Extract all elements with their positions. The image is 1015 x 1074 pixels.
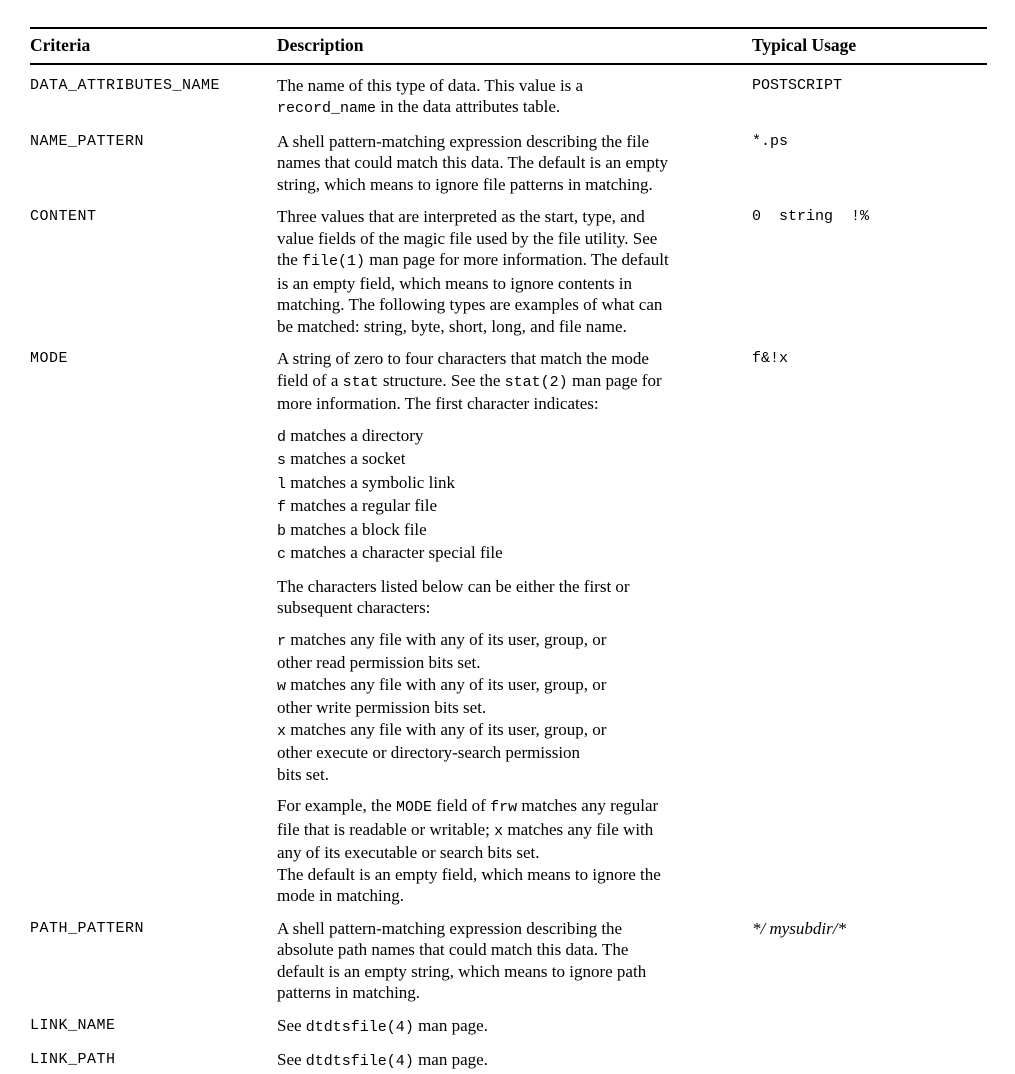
text-segment: MODE [395,799,432,816]
table-body [30,65,987,1074]
usage-cell [752,206,987,337]
text-segment: A shell pattern-matching expression describing the file [277,131,650,151]
text-line [277,348,734,370]
text-line [277,1015,734,1039]
text-line [277,597,734,619]
text-line [277,448,734,472]
text-line [277,764,734,786]
description-cell [277,348,752,907]
usage-cell [752,75,987,120]
description-paragraph [277,1049,734,1073]
text-line [277,228,734,250]
text-segment: matches a character special file [286,543,503,562]
description-cell [277,75,752,120]
text-segment: names that could match this data. The default is an empty [277,153,669,172]
text-segment: Three values that are interpreted as the start, type, and [277,207,645,226]
text-segment: man page. [413,1050,488,1069]
text-segment: x [277,722,287,740]
criteria-cell: LINK_NAME [30,1016,116,1034]
criteria-cell: MODE [30,350,69,367]
text-segment: dtdtsfile(4) [305,1018,414,1036]
text-segment: matches any file with any of its user, group, or [286,674,607,694]
text-segment: field of a [277,370,343,390]
text-line [277,742,734,764]
text-line [277,697,734,719]
text-line [277,519,734,543]
text-line [277,842,734,864]
description-cell [277,1015,752,1039]
text-line [277,174,734,196]
text-segment: matches a directory [286,425,424,445]
text-segment: A string of zero to four characters that match the mode [277,349,649,368]
text-segment: the [277,250,303,269]
text-segment: value fields of the magic file used by the file utility. See [277,228,658,248]
text-segment: matches a symbolic link [286,472,456,492]
text-line [277,576,734,598]
text-segment: file that is readable or writable; [277,819,495,839]
table-row [30,75,987,120]
text-segment: matching. The following types are examples of what can [277,295,663,314]
text-segment: structure. See the [378,370,505,390]
text-segment: c [277,546,287,563]
text-segment: default is an empty string, which means to ignore path [277,961,647,981]
text-line [277,495,734,519]
text-line [277,939,734,961]
text-line [277,75,734,97]
description-paragraph [277,425,734,566]
text-line [277,273,734,295]
text-segment: other write permission bits set. [277,698,487,717]
text-segment: x [494,822,504,840]
text-line [277,629,734,653]
text-segment: matches any file with [503,819,654,839]
text-line [277,795,734,819]
text-segment: bits set. [277,764,329,784]
description-paragraph [277,1015,734,1039]
text-segment: The name of this type of data. This value is a [277,75,584,95]
text-segment: matches a block file [286,519,427,539]
table-row [30,348,987,907]
text-segment: A shell pattern-matching expression describing the [277,918,623,938]
description-cell [277,131,752,196]
text-segment: other read permission bits set. [277,653,481,672]
description-cell [277,1049,752,1073]
description-paragraph [277,918,734,1004]
text-line [277,982,734,1004]
text-line [277,294,734,316]
usage-cell [752,918,987,1004]
table-row [30,918,987,1004]
text-line [277,393,734,415]
text-segment: See [277,1015,306,1035]
text-line [277,425,734,449]
text-line [277,96,734,120]
description-cell [277,918,752,1004]
text-segment: dtdtsfile(4) [305,1053,414,1070]
header-criteria: Criteria [30,35,91,55]
text-segment: matches any regular [517,796,659,815]
text-line [277,885,734,907]
text-segment: string, which means to ignore file patterns in matching. [277,174,653,194]
table-header-row [30,29,987,63]
text-segment: matches any file with any of its user, group, or [286,629,607,649]
text-segment: is an empty field, which means to ignore contents in [277,273,633,293]
text-line [277,152,734,174]
description-paragraph [277,795,734,907]
criteria-cell: CONTENT [30,208,97,225]
description-paragraph [277,576,734,619]
text-segment: *.ps [752,132,789,150]
text-segment: d [277,428,287,446]
text-segment: The default is an empty field, which means to ignore the [277,864,661,884]
text-segment: file(1) [302,253,366,270]
criteria-cell: DATA_ATTRIBUTES_NAME [30,76,221,94]
header-description: Description [277,35,364,55]
text-segment: For example, the [277,796,396,815]
text-segment: */ mysubdir/* [752,918,846,938]
text-line [277,249,734,273]
description-paragraph [277,75,734,120]
text-segment: patterns in matching. [277,983,421,1002]
text-segment: l [277,475,287,493]
text-line [277,1049,734,1073]
description-paragraph [277,206,734,337]
criteria-cell: PATH_PATTERN [30,919,145,937]
description-cell [277,206,752,337]
text-line [277,674,734,698]
text-segment: man page. [413,1015,488,1035]
text-segment: stat(2) [504,373,568,391]
criteria-cell: NAME_PATTERN [30,132,145,150]
text-segment: f&!x [752,350,789,367]
table-row [30,1015,987,1039]
text-line [277,961,734,983]
text-segment: more information. The first character indicates: [277,394,599,413]
header-typical-usage: Typical Usage [752,35,857,55]
text-line [277,719,734,743]
text-segment: POSTSCRIPT [752,76,843,94]
text-segment: any of its executable or search bits set. [277,843,540,862]
usage-cell [752,1049,987,1073]
text-line [277,652,734,674]
text-segment: s [277,452,287,469]
text-segment: stat [342,373,379,391]
text-segment: 0 string !% [752,208,870,225]
text-segment: record_name [277,100,377,117]
text-line [277,370,734,394]
text-segment: be matched: string, byte, short, long, and file name. [277,316,627,336]
text-segment: matches any file with any of its user, group, or [286,719,607,739]
text-segment: b [277,522,287,540]
text-segment: subsequent characters: [277,598,431,617]
text-segment: r [277,632,287,650]
criteria-cell: LINK_PATH [30,1051,116,1068]
description-paragraph [277,629,734,786]
text-segment: mode in matching. [277,886,405,905]
description-paragraph [277,131,734,196]
text-line [277,472,734,496]
text-line [277,316,734,338]
text-segment: matches a socket [286,449,406,468]
table-row [30,131,987,196]
text-line [277,819,734,843]
text-line [277,206,734,228]
text-segment: w [277,677,287,695]
text-line [277,864,734,886]
text-segment: f [277,499,287,516]
text-segment: frw [490,799,518,816]
text-segment: other execute or directory-search permission [277,743,581,762]
usage-cell [752,348,987,907]
text-segment: The characters listed below can be either the first or [277,576,630,596]
text-line [277,918,734,940]
text-segment: absolute path names that could match this data. The [277,940,629,959]
text-segment: in the data attributes table. [376,97,561,116]
text-line [277,542,734,566]
text-segment: matches a regular file [286,496,438,515]
text-segment: man page for more information. The default [365,250,669,269]
usage-cell [752,1015,987,1039]
text-segment: field of [431,796,491,815]
text-line [277,131,734,153]
table-row [30,1049,987,1073]
text-segment: man page for [567,370,662,390]
description-paragraph [277,348,734,415]
usage-cell [752,131,987,196]
table-row [30,206,987,337]
text-segment: See [277,1050,306,1069]
